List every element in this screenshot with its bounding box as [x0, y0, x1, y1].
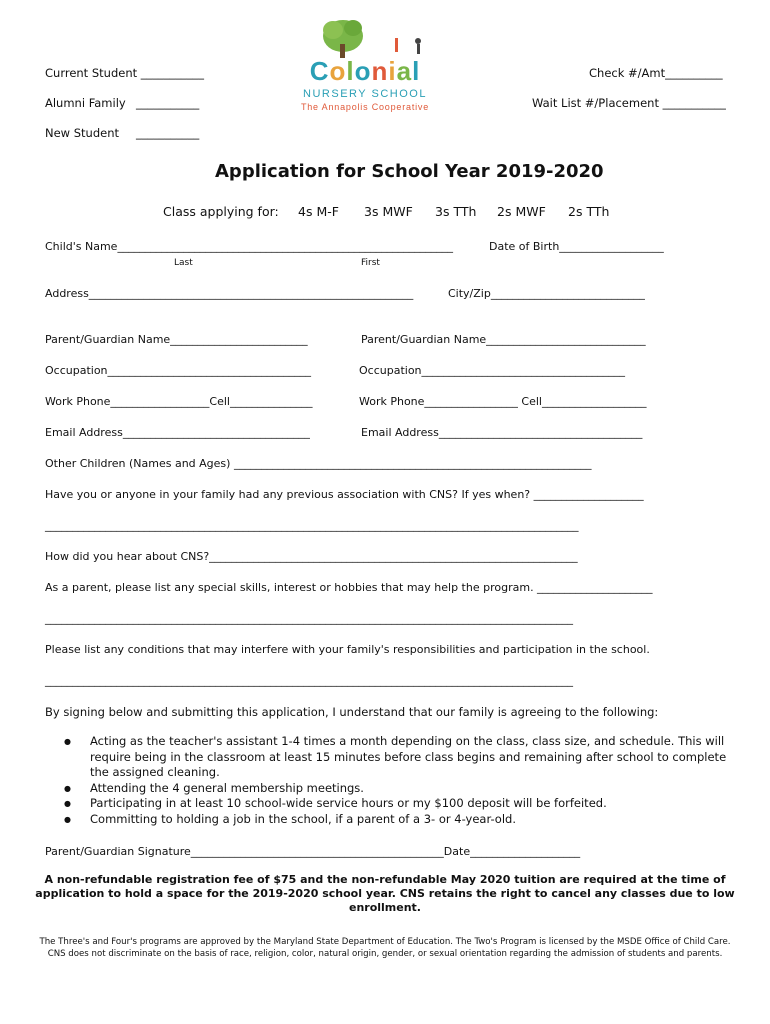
agreement-intro: By signing below and submitting this application, I understand that our family is agreeing to the following:	[45, 705, 659, 719]
agreement-list	[64, 734, 734, 827]
date-of-birth-field[interactable]: Date of Birth___________________	[489, 240, 664, 253]
logo-subtitle: NURSERY SCHOOL	[303, 88, 427, 100]
class-option-2s-mwf[interactable]: 2s MWF	[497, 204, 546, 219]
class-option-2s-tth[interactable]: 2s TTh	[568, 204, 610, 219]
alumni-family-label: Alumni Family	[45, 96, 126, 110]
agreement-item: ● Committing to holding a job in the school, if a parent of a 3- or 4-year-old.	[64, 812, 734, 828]
association-question[interactable]: Have you or anyone in your family had any previous association with CNS? If yes when? ____________________	[45, 488, 644, 501]
parent2-phone-field[interactable]: Work Phone_________________ Cell___________________	[359, 395, 647, 408]
tree-icon	[295, 18, 435, 58]
parent1-phone-field[interactable]: Work Phone__________________Cell_______________	[45, 395, 313, 408]
other-children-field[interactable]: Other Children (Names and Ages) _________________________________________________________________	[45, 457, 592, 470]
wait-list-field[interactable]: Wait List #/Placement ___________	[532, 96, 726, 110]
city-zip-field[interactable]: City/Zip____________________________	[448, 287, 645, 300]
skills-question[interactable]: As a parent, please list any special skills, interest or hobbies that may help the program. _____________________	[45, 581, 653, 594]
parent1-name-field[interactable]: Parent/Guardian Name_________________________	[45, 333, 308, 346]
page-title: Application for School Year 2019-2020	[215, 161, 604, 182]
current-student-field[interactable]: Current Student ___________	[45, 66, 205, 80]
new-student-label: New Student	[45, 126, 120, 140]
conditions-question: Please list any conditions that may interfere with your family's responsibilities and participation in the school.	[45, 643, 650, 656]
parent2-email-field[interactable]: Email Address_____________________________________	[361, 426, 643, 439]
address-field[interactable]: Address___________________________________________________________	[45, 287, 414, 300]
alumni-family-field[interactable]: ___________	[136, 96, 200, 110]
class-option-4s[interactable]: 4s M-F	[298, 204, 339, 219]
school-logo	[295, 18, 435, 112]
child-name-field[interactable]: Child's Name_____________________________________________________________	[45, 240, 453, 253]
conditions-answer-line[interactable]: ________________________________________________________________________________________________	[45, 674, 573, 687]
first-name-label: First	[361, 258, 380, 268]
skills-answer-line[interactable]: ________________________________________________________________________________________________	[45, 612, 573, 625]
footer-disclaimer: The Three's and Four's programs are approved by the Maryland State Department of Education. The Two's Program is licensed by the MSDE Office of Child Care. CNS does not discriminate on the basis of race, religion, color, natural origin, gender, or sexual orientation regarding the admission of students and parents.	[39, 937, 731, 959]
signature-field[interactable]: Parent/Guardian Signature______________________________________________Date____________________	[45, 845, 581, 858]
fee-notice: A non-refundable registration fee of $75 and the non-refundable May 2020 tuition are required at the time of application to hold a space for the 2019-2020 school year. CNS retains the right to cancel any classes due to low enrollment.	[35, 873, 735, 914]
last-name-label: Last	[174, 258, 193, 268]
parent1-occupation-field[interactable]: Occupation_____________________________________	[45, 364, 312, 377]
class-option-3s-tth[interactable]: 3s TTh	[435, 204, 477, 219]
class-label: Class applying for:	[163, 204, 279, 219]
agreement-item: ● Participating in at least 10 school-wide service hours or my $100 deposit will be forfeited.	[64, 796, 734, 812]
how-heard-field[interactable]: How did you hear about CNS?___________________________________________________________________	[45, 550, 578, 563]
new-student-field[interactable]: ___________	[136, 126, 200, 140]
parent1-email-field[interactable]: Email Address__________________________________	[45, 426, 310, 439]
parent2-name-field[interactable]: Parent/Guardian Name_____________________________	[361, 333, 646, 346]
agreement-item: ● Acting as the teacher's assistant 1-4 times a month depending on the class, class size, and schedule. This will require being in the classroom at least 15 minutes before class begins and remaining after school to complete the assigned cleaning.	[64, 734, 734, 781]
logo-wordmark: Colonial	[309, 56, 421, 86]
agreement-item: ● Attending the 4 general membership meetings.	[64, 781, 734, 797]
association-answer-line[interactable]: _________________________________________________________________________________________________	[45, 519, 579, 532]
parent2-occupation-field[interactable]: Occupation_____________________________________	[359, 364, 626, 377]
check-amt-field[interactable]: Check #/Amt__________	[589, 66, 723, 80]
class-option-3s-mwf[interactable]: 3s MWF	[364, 204, 413, 219]
logo-tagline: The Annapolis Cooperative	[300, 102, 430, 112]
